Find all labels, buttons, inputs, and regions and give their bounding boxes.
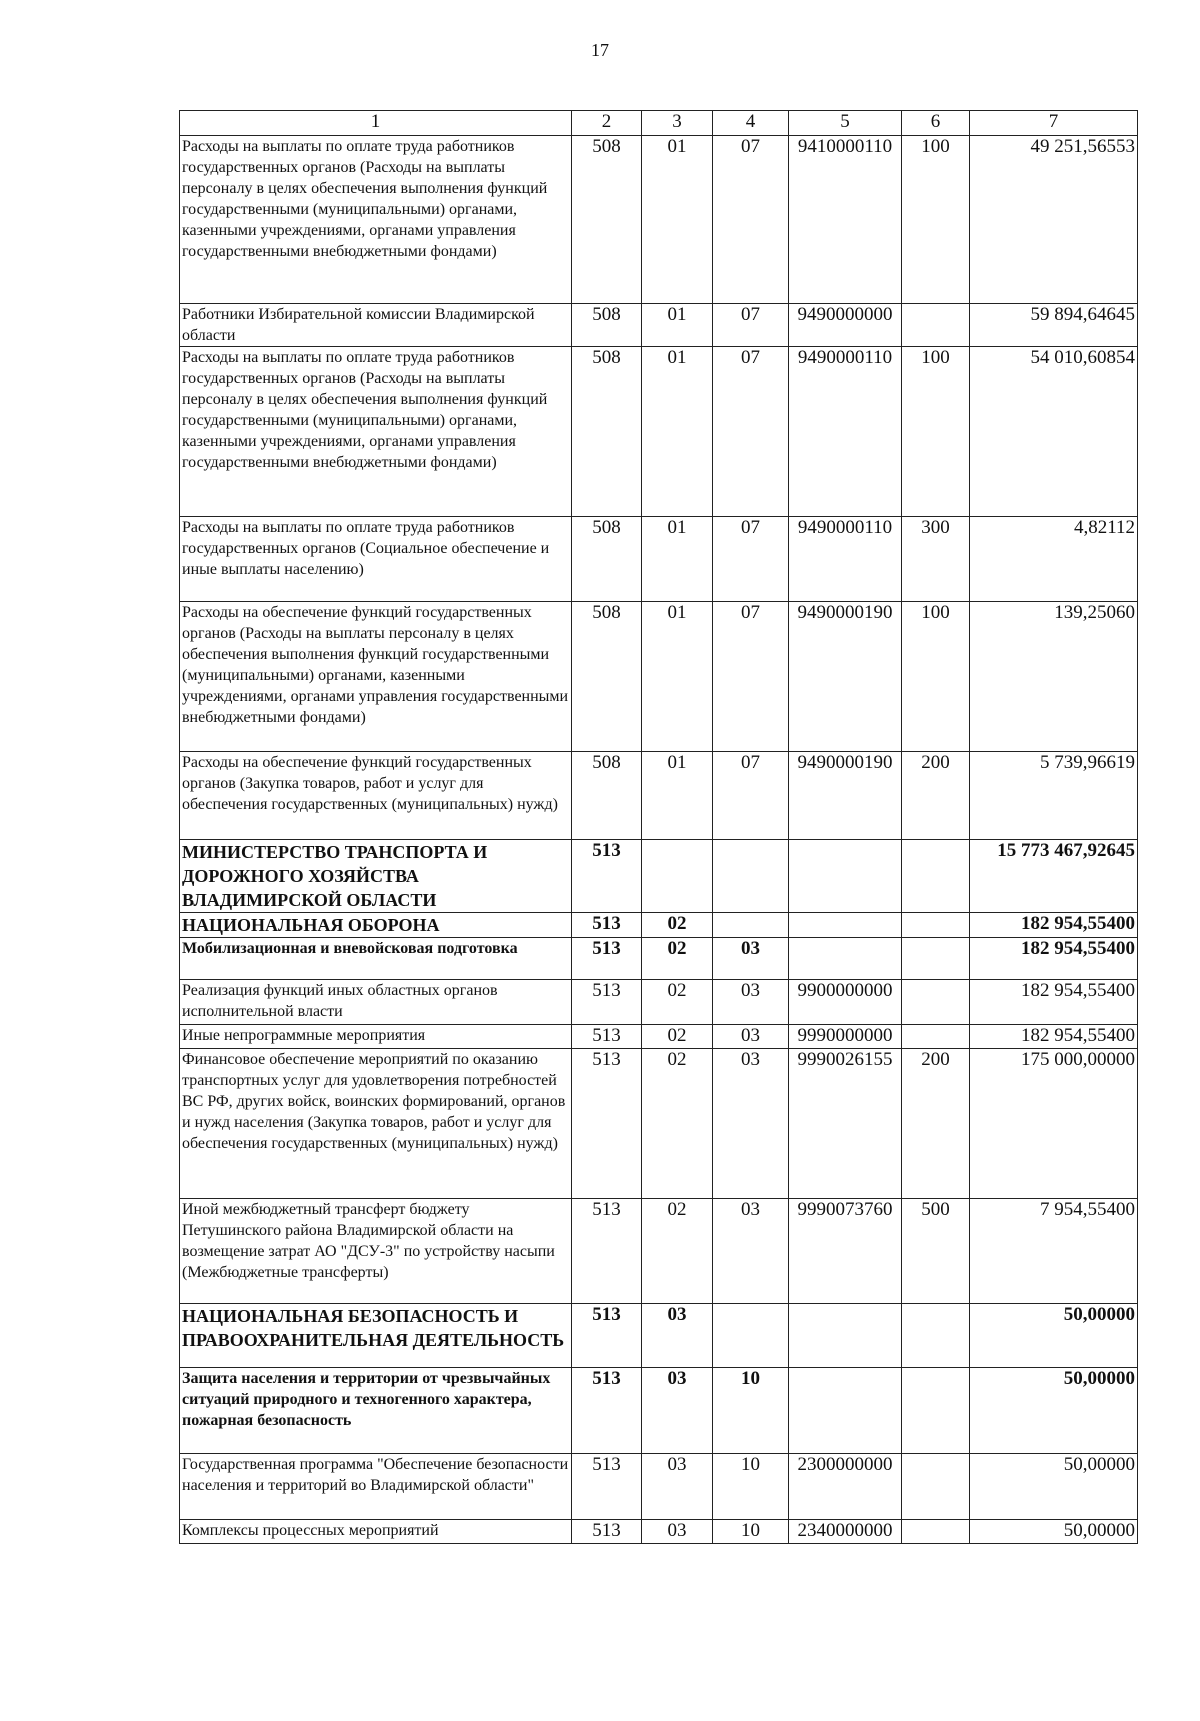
section-code: 03: [642, 1520, 713, 1544]
subsection-code: 10: [713, 1454, 789, 1520]
table-row: [180, 602, 1138, 752]
expense-type-code: 500: [902, 1199, 970, 1304]
row-name: Расходы на обеспечение функций государственных органов (Закупка товаров, работ и услуг для обеспечения государственных (муниципальных) нужд): [180, 752, 572, 840]
ministry-code: 508: [572, 304, 642, 347]
amount: 139,25060: [970, 602, 1138, 752]
row-name: Комплексы процессных мероприятий: [180, 1520, 572, 1544]
subsection-code: [713, 840, 789, 913]
subsection-code: 07: [713, 304, 789, 347]
table-row: [180, 1304, 1138, 1368]
table-row: [180, 1199, 1138, 1304]
column-header-5: 5: [789, 111, 902, 136]
target-article-code: 9990000000: [789, 1025, 902, 1049]
column-header-1: 1: [180, 111, 572, 136]
section-code: 01: [642, 347, 713, 517]
target-article-code: 2300000000: [789, 1454, 902, 1520]
target-article-code: 9490000190: [789, 752, 902, 840]
amount: 50,00000: [970, 1520, 1138, 1544]
ministry-code: 513: [572, 1368, 642, 1454]
subsection-code: 03: [713, 1199, 789, 1304]
section-code: 03: [642, 1368, 713, 1454]
target-article-code: 9990073760: [789, 1199, 902, 1304]
row-name: Защита населения и территории от чрезвычайных ситуаций природного и техногенного характера, пожарная безопасность: [180, 1368, 572, 1454]
section-code: 01: [642, 752, 713, 840]
expense-type-code: [902, 304, 970, 347]
table-row: [180, 752, 1138, 840]
target-article-code: 9490000110: [789, 517, 902, 602]
subsection-code: 10: [713, 1368, 789, 1454]
target-article-code: 2340000000: [789, 1520, 902, 1544]
row-name: МИНИСТЕРСТВО ТРАНСПОРТА И ДОРОЖНОГО ХОЗЯЙСТВА ВЛАДИМИРСКОЙ ОБЛАСТИ: [180, 840, 572, 913]
expense-type-code: 300: [902, 517, 970, 602]
row-name: Расходы на выплаты по оплате труда работников государственных органов (Расходы на выплаты персоналу в целях обеспечения выполнения функций государственными (муниципальными) органами, казенными учреждениями, органами управления государственными внебюджетными фондами): [180, 347, 572, 517]
amount: 49 251,56553: [970, 136, 1138, 304]
expense-type-code: 100: [902, 136, 970, 304]
section-code: 01: [642, 517, 713, 602]
section-code: 01: [642, 304, 713, 347]
target-article-code: [789, 1304, 902, 1368]
ministry-code: 513: [572, 1520, 642, 1544]
amount: 182 954,55400: [970, 1025, 1138, 1049]
section-code: 02: [642, 1199, 713, 1304]
subsection-code: 03: [713, 938, 789, 980]
expense-type-code: 200: [902, 752, 970, 840]
row-name: Финансовое обеспечение мероприятий по оказанию транспортных услуг для удовлетворения потребностей ВС РФ, других войск, воинских формирований, органов и нужд населения (Закупка товаров, работ и услуг для обеспечения государственных (муниципальных) нужд): [180, 1049, 572, 1199]
amount: 50,00000: [970, 1454, 1138, 1520]
table-row: [180, 980, 1138, 1025]
column-header-4: 4: [713, 111, 789, 136]
expense-type-code: [902, 1454, 970, 1520]
ministry-code: 508: [572, 347, 642, 517]
subsection-code: 07: [713, 136, 789, 304]
section-code: [642, 840, 713, 913]
expense-type-code: [902, 980, 970, 1025]
amount: 175 000,00000: [970, 1049, 1138, 1199]
expense-type-code: 100: [902, 347, 970, 517]
amount: 5 739,96619: [970, 752, 1138, 840]
expense-type-code: [902, 840, 970, 913]
target-article-code: [789, 913, 902, 938]
row-name: НАЦИОНАЛЬНАЯ ОБОРОНА: [180, 913, 572, 938]
section-code: 02: [642, 1049, 713, 1199]
ministry-code: 508: [572, 602, 642, 752]
amount: 182 954,55400: [970, 913, 1138, 938]
section-code: 02: [642, 1025, 713, 1049]
section-code: 03: [642, 1304, 713, 1368]
row-name: Расходы на выплаты по оплате труда работников государственных органов (Расходы на выплаты персоналу в целях обеспечения выполнения функций государственными (муниципальными) органами, казенными учреждениями, органами управления государственными внебюджетными фондами): [180, 136, 572, 304]
section-code: 01: [642, 136, 713, 304]
column-header-3: 3: [642, 111, 713, 136]
table-row: [180, 1049, 1138, 1199]
subsection-code: 03: [713, 980, 789, 1025]
row-name: Иной межбюджетный трансферт бюджету Петушинского района Владимирской области на возмещение затрат АО "ДСУ-3" по устройству насыпи (Межбюджетные трансферты): [180, 1199, 572, 1304]
row-name: Расходы на выплаты по оплате труда работников государственных органов (Социальное обеспечение и иные выплаты населению): [180, 517, 572, 602]
target-article-code: 9990026155: [789, 1049, 902, 1199]
subsection-code: 03: [713, 1025, 789, 1049]
subsection-code: [713, 1304, 789, 1368]
amount: 54 010,60854: [970, 347, 1138, 517]
expense-type-code: [902, 1025, 970, 1049]
row-name: Расходы на обеспечение функций государственных органов (Расходы на выплаты персоналу в целях обеспечения выполнения функций государственными (муниципальными) органами, казенными учреждениями, органами управления государственными внебюджетными фондами): [180, 602, 572, 752]
row-name: Государственная программа "Обеспечение безопасности населения и территорий во Владимирской области": [180, 1454, 572, 1520]
expense-type-code: [902, 1520, 970, 1544]
ministry-code: 513: [572, 938, 642, 980]
expense-type-code: [902, 1304, 970, 1368]
table-row: [180, 1454, 1138, 1520]
header-row: [180, 111, 1138, 136]
amount: 182 954,55400: [970, 980, 1138, 1025]
ministry-code: 513: [572, 1049, 642, 1199]
ministry-code: 513: [572, 980, 642, 1025]
ministry-code: 513: [572, 1454, 642, 1520]
table-row: [180, 304, 1138, 347]
target-article-code: [789, 840, 902, 913]
ministry-code: 508: [572, 517, 642, 602]
amount: 50,00000: [970, 1304, 1138, 1368]
expense-type-code: [902, 913, 970, 938]
amount: 50,00000: [970, 1368, 1138, 1454]
row-name: Реализация функций иных областных органов исполнительной власти: [180, 980, 572, 1025]
table-row: [180, 913, 1138, 938]
subsection-code: 10: [713, 1520, 789, 1544]
table-row: [180, 136, 1138, 304]
column-header-2: 2: [572, 111, 642, 136]
target-article-code: 9490000000: [789, 304, 902, 347]
amount: 59 894,64645: [970, 304, 1138, 347]
section-code: 02: [642, 938, 713, 980]
subsection-code: 07: [713, 517, 789, 602]
target-article-code: [789, 1368, 902, 1454]
ministry-code: 508: [572, 752, 642, 840]
table-row: [180, 347, 1138, 517]
target-article-code: 9900000000: [789, 980, 902, 1025]
row-name: Иные непрограммные мероприятия: [180, 1025, 572, 1049]
ministry-code: 508: [572, 136, 642, 304]
column-header-6: 6: [902, 111, 970, 136]
expense-type-code: 100: [902, 602, 970, 752]
subsection-code: 07: [713, 347, 789, 517]
target-article-code: 9490000110: [789, 347, 902, 517]
amount: 15 773 467,92645: [970, 840, 1138, 913]
table-row: [180, 517, 1138, 602]
target-article-code: [789, 938, 902, 980]
table-row: [180, 1368, 1138, 1454]
subsection-code: [713, 913, 789, 938]
section-code: 02: [642, 913, 713, 938]
row-name: Мобилизационная и вневойсковая подготовка: [180, 938, 572, 980]
expense-type-code: 200: [902, 1049, 970, 1199]
row-name: НАЦИОНАЛЬНАЯ БЕЗОПАСНОСТЬ И ПРАВООХРАНИТЕЛЬНАЯ ДЕЯТЕЛЬНОСТЬ: [180, 1304, 572, 1368]
table-row: [180, 840, 1138, 913]
ministry-code: 513: [572, 1025, 642, 1049]
row-name: Работники Избирательной комиссии Владимирской области: [180, 304, 572, 347]
ministry-code: 513: [572, 1199, 642, 1304]
budget-table: [179, 110, 1138, 1544]
amount: 182 954,55400: [970, 938, 1138, 980]
page-number: 17: [591, 40, 609, 60]
target-article-code: 9410000110: [789, 136, 902, 304]
section-code: 01: [642, 602, 713, 752]
subsection-code: 03: [713, 1049, 789, 1199]
subsection-code: 07: [713, 752, 789, 840]
ministry-code: 513: [572, 1304, 642, 1368]
column-header-7: 7: [970, 111, 1138, 136]
ministry-code: 513: [572, 913, 642, 938]
ministry-code: 513: [572, 840, 642, 913]
target-article-code: 9490000190: [789, 602, 902, 752]
subsection-code: 07: [713, 602, 789, 752]
table-row: [180, 938, 1138, 980]
expense-type-code: [902, 1368, 970, 1454]
section-code: 02: [642, 980, 713, 1025]
table-row: [180, 1520, 1138, 1544]
amount: 7 954,55400: [970, 1199, 1138, 1304]
section-code: 03: [642, 1454, 713, 1520]
amount: 4,82112: [970, 517, 1138, 602]
expense-type-code: [902, 938, 970, 980]
table-row: [180, 1025, 1138, 1049]
